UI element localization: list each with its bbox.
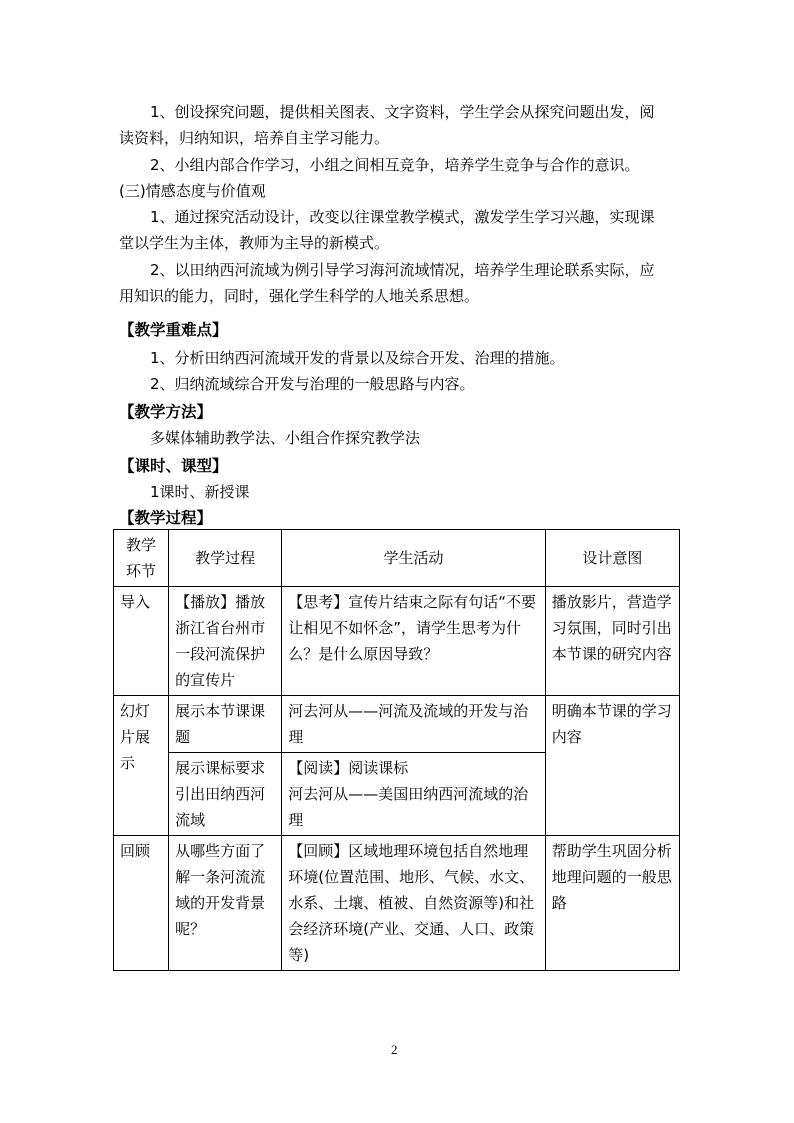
header-cell: 设计意图 bbox=[545, 530, 679, 587]
process-cell: 展示课标要求引出田纳西河流域 bbox=[169, 753, 282, 836]
table-header-row bbox=[114, 530, 680, 587]
stage-cell: 回顾 bbox=[114, 836, 169, 971]
activity-cell bbox=[282, 753, 545, 836]
stage-cell: 幻灯片展示 bbox=[114, 696, 169, 836]
header-cell: 教学环节 bbox=[114, 530, 169, 587]
key-point-item: 2、归纳流域综合开发与治理的一般思路与内容。 bbox=[150, 375, 475, 393]
process-cell: 从哪些方面了解一条河流流域的开发背景呢？ bbox=[169, 836, 282, 971]
activity-cell: 【思考】宣传片结束之际有句话“不要让相见不如怀念”，请学生思考为什么？是什么原因导致？ bbox=[282, 587, 545, 696]
table-row bbox=[114, 587, 680, 696]
table-row bbox=[114, 696, 680, 753]
lesson-process-table bbox=[113, 529, 680, 971]
methods-heading: 【教学方法】 bbox=[119, 403, 213, 421]
intent-cell: 帮助学生巩固分析地理问题的一般思路 bbox=[545, 836, 679, 971]
paragraph-line: 1、创设探究问题，提供相关图表、文字资料，学生学会从探究问题出发，阅 bbox=[150, 103, 655, 121]
methods-text: 多媒体辅助教学法、小组合作探究教学法 bbox=[150, 429, 421, 447]
activity-cell: 河去河从——河流及流域的开发与治理 bbox=[282, 696, 545, 753]
page-number: 2 bbox=[391, 1042, 398, 1057]
header-cell: 教学过程 bbox=[169, 530, 282, 587]
process-cell: 【播放】播放浙江省台州市一段河流保护的宣传片 bbox=[169, 587, 282, 696]
header-cell: 学生活动 bbox=[282, 530, 545, 587]
paragraph-line: 用知识的能力，同时，强化学生科学的人地关系思想。 bbox=[119, 287, 480, 305]
section-title: (三)情感态度与价值观 bbox=[119, 182, 266, 200]
process-cell: 展示本节课课题 bbox=[169, 696, 282, 753]
intent-cell: 播放影片，营造学习氛围，同时引出本节课的研究内容 bbox=[545, 587, 679, 696]
paragraph-line: 2、小组内部合作学习，小组之间相互竞争，培养学生竞争与合作的意识。 bbox=[150, 156, 640, 174]
period-text: 1课时、新授课 bbox=[150, 483, 250, 501]
activity-line: 河去河从——美国田纳西河流域的治理 bbox=[288, 785, 529, 829]
stage-cell: 导入 bbox=[114, 587, 169, 696]
key-point-item: 1、分析田纳西河流域开发的背景以及综合开发、治理的措施。 bbox=[150, 349, 565, 367]
intent-cell: 明确本节课的学习内容 bbox=[545, 696, 679, 836]
period-heading: 【课时、课型】 bbox=[119, 457, 228, 475]
paragraph-line: 1、通过探究活动设计，改变以往课堂教学模式，激发学生学习兴趣，实现课 bbox=[150, 208, 655, 226]
process-heading: 【教学过程】 bbox=[119, 509, 213, 527]
paragraph-line: 读资料，归纳知识，培养自主学习能力。 bbox=[119, 129, 390, 147]
paragraph-line: 堂以学生为主体，教师为主导的新模式。 bbox=[119, 234, 390, 252]
activity-cell: 【回顾】区域地理环境包括自然地理环境(位置范围、地形、气候、水文、水系、土壤、植被、自然资源等)和社会经济环境(产业、交通、人口、政策等) bbox=[282, 836, 545, 971]
paragraph-line: 2、以田纳西河流域为例引导学习海河流域情况，培养学生理论联系实际，应 bbox=[150, 261, 655, 279]
table-row bbox=[114, 836, 680, 971]
activity-line: 【阅读】阅读课标 bbox=[288, 759, 409, 777]
key-points-heading: 【教学重难点】 bbox=[119, 321, 228, 339]
